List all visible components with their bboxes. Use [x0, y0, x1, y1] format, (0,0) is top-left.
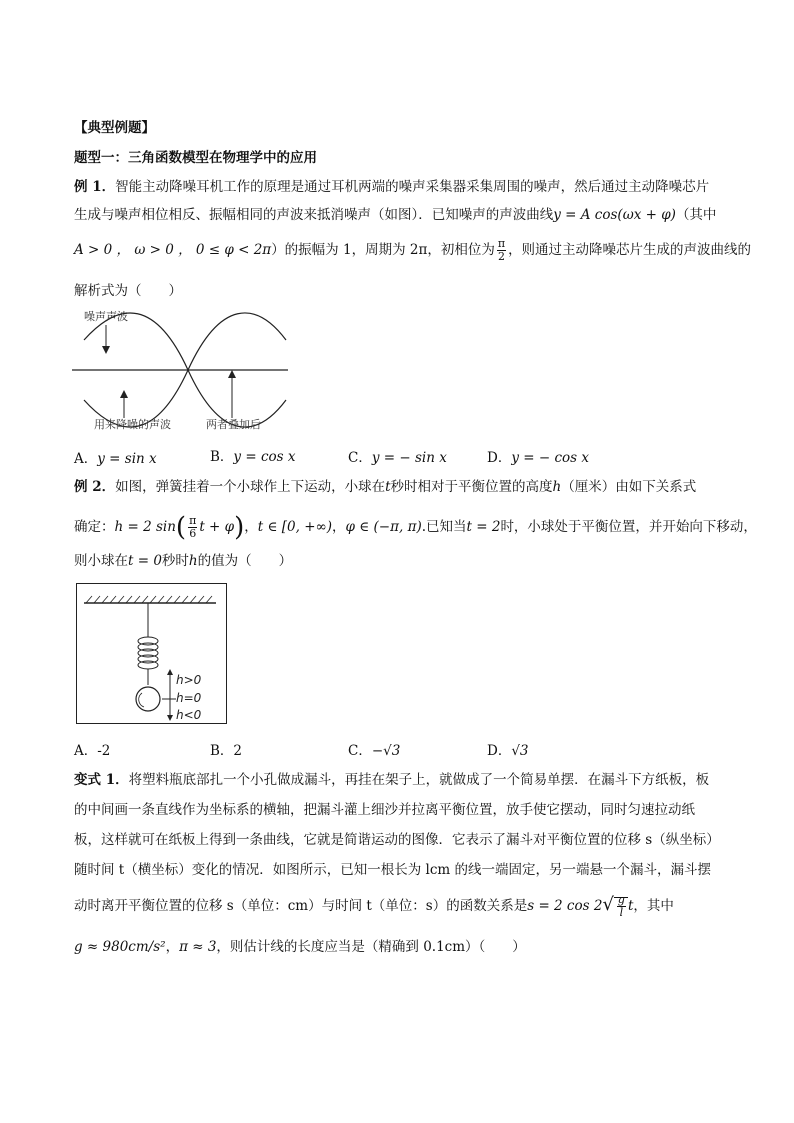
ex1-line2 — [74, 206, 716, 224]
cancel-arrow-head — [120, 390, 128, 398]
var1-line4: 随时间 t（横坐标）变化的情况．如图所示，已知一根长为 lcm 的线一端固定，另一端悬一个漏斗，漏斗摆 — [74, 862, 711, 878]
frac-den: 6 — [189, 527, 197, 540]
sqrt-sign: √ — [602, 894, 614, 915]
option-letter: D． — [487, 450, 512, 466]
option-value: -2 — [97, 743, 111, 759]
ex2-formula-pre: h = 2 sin — [114, 519, 176, 535]
var1-text5a: 动时离开平衡位置的位移 s（单位：cm）与时间 t（单位：s）的函数关系是 — [74, 898, 528, 914]
var1-line5 — [74, 894, 674, 919]
option-letter: D． — [487, 743, 512, 759]
frac-num: π — [497, 237, 506, 250]
option-letter: B． — [210, 743, 234, 759]
var1-text6b: ，则估计线的长度应当是（精确到 0.1cm）（ ） — [216, 939, 526, 955]
ex2-label: 例 2． — [74, 479, 116, 495]
var-t: t — [385, 479, 391, 495]
sqrt-body — [614, 893, 628, 919]
noise-arrow-head — [102, 346, 110, 354]
ex2-text3b: 秒时 — [161, 553, 189, 569]
fig-label-cancel: 用来降噪的声波 — [94, 418, 171, 431]
frac-den: 2 — [497, 250, 505, 263]
ex2-spring-figure — [76, 583, 228, 725]
option-letter: B． — [210, 449, 234, 465]
frac-num: π — [189, 514, 197, 527]
ex2-text2c: 时，小球处于平衡位置，并开始向下移动， — [500, 519, 757, 535]
var1-text1: 将塑料瓶底部扎一个小孔做成漏斗，再挂在架子上，就做成了一个简易单摆．在漏斗下方纸板，板 — [128, 772, 710, 788]
ex1-label: 例 1． — [74, 179, 116, 195]
ex2-line2: 确定：h = 2 sin( $\frac{\pi}{6}$ t + φ)，t ∈ [0, +∞)，φ ∈ (−π, π).已知当t = 2时，小球处于平衡位置，并开始向下移动， — [74, 512, 757, 543]
ex2-line1 — [74, 478, 696, 496]
ex1-text2b: （其中 — [675, 207, 717, 223]
ex2-text3c: 的值为（ ） — [197, 553, 293, 569]
var1-line1 — [74, 771, 709, 789]
ball — [136, 687, 160, 711]
ex2-text1b: 秒时相对于平衡位置的高度 — [390, 479, 553, 495]
ex2-fraction — [188, 515, 197, 540]
var1-text5b: ，其中 — [633, 898, 674, 914]
ex1-conditions: A > 0 ， ω > 0 ， 0 ≤ φ < 2π — [74, 242, 272, 258]
option-letter: C． — [348, 743, 372, 759]
option-value: y = sin x — [97, 451, 157, 467]
fig-label-sum: 两者叠加后 — [206, 418, 261, 431]
var1-pi-approx: π ≈ 3 — [179, 939, 217, 955]
ex2-line3 — [74, 552, 292, 570]
ex2-text1c: （厘米）由如下关系式 — [561, 479, 697, 495]
ex1-noise-formula: y = A cos(ωx + φ) — [553, 207, 676, 223]
sum-arrow-head — [228, 370, 236, 378]
option-value: −√3 — [371, 743, 401, 759]
ex1-wave-figure — [70, 306, 294, 432]
section-title: 【典型例题】 — [74, 120, 155, 136]
label-h-zero: h=0 — [176, 691, 202, 705]
ex1-option-a[interactable] — [74, 450, 157, 468]
option-value: y = − cos x — [511, 450, 589, 466]
option-letter: A． — [74, 743, 98, 759]
option-value: y = cos x — [233, 449, 296, 465]
ex1-line1 — [74, 178, 709, 196]
var1-line2: 的中间画一条直线作为坐标系的横轴，把漏斗灌上细沙并拉离平衡位置，放手使它摆动，同时匀速拉动纸 — [74, 802, 695, 818]
ex2-domain-t: t ∈ [0, +∞) — [257, 519, 333, 535]
paren-close: ) — [234, 512, 245, 543]
ex2-option-b[interactable] — [210, 742, 242, 760]
var-h: h — [188, 553, 198, 569]
var-t: t — [627, 898, 634, 914]
sqrt-fraction — [617, 894, 626, 919]
ex2-text1a: 如图，弹簧挂着一个小球作上下运动，小球在 — [115, 479, 386, 495]
ex1-phase-fraction — [497, 238, 506, 263]
ex2-option-a[interactable] — [74, 742, 110, 760]
frac-num: g — [617, 893, 625, 906]
var1-line6: g ≈ 980cm/s²，π ≈ 3，则估计线的长度应当是（精确到 0.1cm）（ ） — [74, 939, 526, 955]
ex2-option-c[interactable] — [348, 742, 400, 760]
ex2-option-d[interactable] — [487, 742, 529, 760]
option-value: 2 — [233, 743, 243, 759]
frac-den: l — [619, 906, 624, 919]
var1-label: 变式 1． — [74, 772, 129, 788]
ex1-option-c[interactable] — [348, 449, 447, 467]
ex2-text3a: 则小球在 — [74, 553, 128, 569]
fig-label-noise: 噪声声波 — [84, 310, 128, 323]
var1-line3: 板，这样就可在纸板上得到一条曲线，它就是简谐运动的图像．它表示了漏斗对平衡位置的位移 s（纵坐标） — [74, 832, 720, 848]
ex1-text3a: ）的振幅为 1，周期为 2π，初相位为 — [271, 242, 495, 258]
label-h-negative: h<0 — [176, 708, 202, 722]
type1-title: 题型一：三角函数模型在物理学中的应用 — [74, 150, 317, 166]
label-h-positive: h>0 — [176, 673, 202, 687]
ex2-text2b: .已知当 — [421, 519, 467, 535]
option-letter: C． — [348, 450, 372, 466]
ex1-option-d[interactable] — [487, 449, 589, 467]
var1-formula: s = 2 cos 2 — [527, 898, 603, 914]
ex1-line3 — [74, 238, 751, 263]
var1-g-approx: g ≈ 980cm/s² — [74, 939, 166, 955]
var-h: h — [552, 479, 562, 495]
ex1-option-b[interactable] — [210, 448, 295, 466]
ex2-cond: t = 2 — [466, 519, 501, 535]
option-value: y = − sin x — [371, 450, 447, 466]
paren-open: ( — [175, 512, 187, 543]
ex1-text2a: 生成与噪声相位相反、振幅相同的声波来抵消噪声（如图）．已知噪声的声波曲线 — [74, 207, 554, 223]
ex2-cond0: t = 0 — [128, 553, 162, 569]
ex2-text2a: 确定： — [74, 519, 115, 535]
ex1-text3b: ，则通过主动降噪芯片生成的声波曲线的 — [508, 242, 752, 258]
ex2-formula-post: t + φ — [199, 519, 235, 535]
option-letter: A． — [74, 451, 98, 467]
option-value: √3 — [511, 743, 529, 759]
ex1-text1: 智能主动降噪耳机工作的原理是通过耳机两端的噪声采集器采集周围的噪声，然后通过主动降噪芯片 — [115, 179, 710, 195]
ex1-line4: 解析式为（ ） — [74, 283, 182, 299]
ex2-domain-phi: φ ∈ (−π, π) — [345, 519, 422, 535]
